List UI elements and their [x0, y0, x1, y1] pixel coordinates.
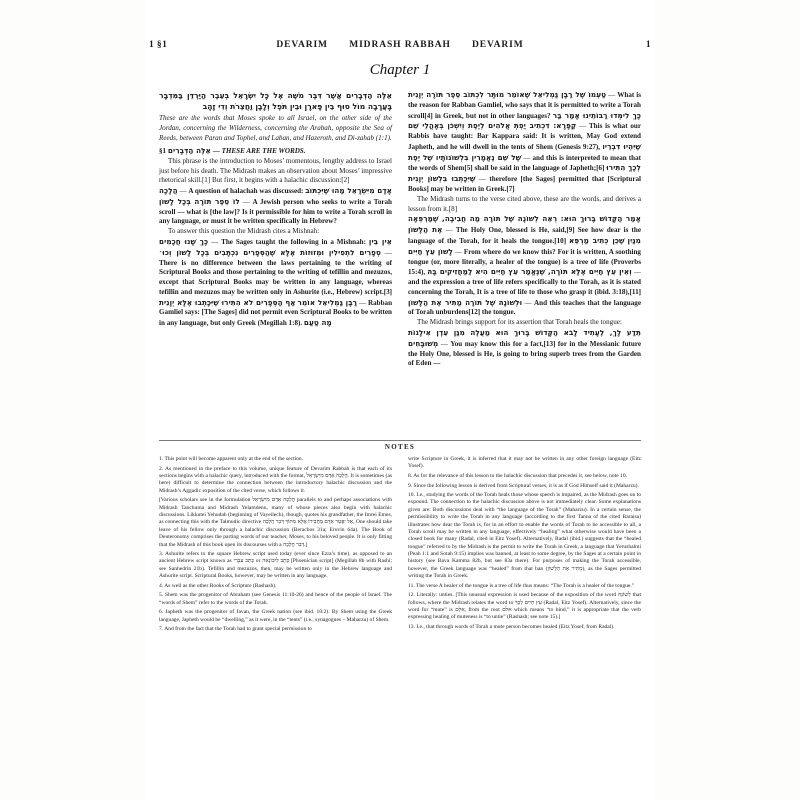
body-columns — [159, 90, 641, 435]
right-english-4: therefore [the Sages] permitted that [Scriptural Books] may be written in Greek.[7] — [408, 175, 642, 194]
mishnah-hebrew-1: כָּךְ שָׁנוּ חֲכָמִים — [159, 237, 209, 246]
right-hebrew-3: שֶׁיִּהְיוּ דִּבְרֵיו שֶׁל שֵׁם נֶאֱמָרִין בִּלְשׁוֹנוֹתָיו שֶׁל יֶפֶת — [408, 141, 641, 162]
body-right-column — [408, 90, 641, 435]
note-item: 3. Ashurite refers to the square Hebrew script used today (ever since Ezra’s time), as opposed to an ancient Hebrew script known as כְּתַב עִבְרִי or כְּתַב לִיבוֹנָאָה [Phoenician script] (Megillah 8b with Rashi; see Sanhedrin 21b). Tefillin and mezuzos, then, may be written only in the Hebrew language and Ashurite script. Scriptural Books, however, may be written in any language. — [159, 551, 392, 580]
lemma-english: THESE ARE THE WORDS. — [221, 146, 306, 155]
note-item: write Scripture in Greek, it is inferred that it may not be written in any other foreign language (Eitz Yosef). — [408, 456, 641, 470]
right-hebrew-6: אָמַר הַקָּדוֹשׁ בָּרוּךְ הוּא: רְאֵה לְשׁוֹנָהּ שֶׁל תּוֹרָה מַה חֲבִיבָה, שֶׁמַּרְפְּאָה אֶת הַלָּשׁוֹן — [408, 214, 641, 235]
running-head-word-1: DEVARIM — [276, 40, 328, 50]
note-item: 9. Since the following lesson is derived from Scriptural verses, it is as if God Himself said it (Maharzu). — [408, 482, 639, 489]
right-english-2: This is what our Rabbis have taught: Bar Kappara said: It is written, May God extend Japheth, and he will dwell in the tents of Shem (Genesis 9:27), — [408, 122, 642, 151]
right-english-6: The Holy One, blessed is He, said,[9] See how dear is the language of the Torah, for it heals the tongue.[10] — [408, 226, 641, 245]
gamliel-hebrew-2: אַף הַסְּפָרִים לֹא הִתִּירוּ שֶׁיִּכָּתְבוּ אֶלָּא יְוָנִית — [159, 297, 296, 307]
right-paragraph-11: תֵּדַע לָךְ, לֶעָתִיד לָבֹא הַקָּדוֹשׁ בָּרוּךְ הוּא מַעֲלֶה מִגַּן עֵדֶן אִילָנוֹת מְשׁוּבָּחִים — You may know this for a fact,[13] for in the Messianic future the Holy One, blessed is He, is going to bring superb trees from the Garden of Eden — — [408, 327, 641, 368]
verse-translation: These are the words that Moses spoke to all Israel, on the other side of the Jordan, concerning the Wilderness, concerning the Arabah, opposite the Sea of Reeds, between Paran and Tophel, and Laban, and Hazeroth, and Di-zahab (1:1). — [159, 113, 392, 142]
note-item: 12. Literally: unties. [This unusual expression is used because of the exposition of the word לְשׁוֹנָהּ that follows, where the Midrash relates the word to עֵץ חַיִּים לְכָךְ (Radal, Eitz Yosef). Alternatively, since the word for “mute” is אִלֵּם, from the root אלם which means “to bind,” it is appropriate that the verb expressing healing of muteness is “to untie” (Rashash; see note 15).] — [408, 592, 641, 621]
note-item: 8. As for the relevance of this lesson to the halachic discussion that precedes it, see below, note 10. — [408, 472, 627, 479]
right-hebrew-2: כָּךְ לִימְּדוּ רַבּוֹתֵינוּ אָמַר בַּר קַפָּרָא: דִּכְתִיב יַפְתְּ אֱלֹהִים לְיֶפֶת וְיִשְׁכֹּן בְּאָהֳלֵי שֵׁם — [408, 110, 642, 131]
page-sheet — [145, 0, 655, 800]
right-hebrew-8: וְאֵין עֵץ חַיִּים אֶלָּא תּוֹרָה, שֶׁנֶּאֱמַר עֵץ חַיִּים הִיא לַמַּחֲזִיקִים בָּהּ — [427, 267, 632, 277]
note-item: 4. As well as the other Books of Scripture (Rashash). — [159, 582, 277, 589]
body-left-column — [159, 90, 392, 435]
right-paragraph-1: טַעְמוֹ שֶׁל רַבָּן גַּמְלִיאֵל שֶׁאוֹמֵר מוּתָּר לִכְתּוֹב סֵפֶר תּוֹרָה יְוָנִית — What is the reason for Rabban Gamliel, who says that it is permitted to write a Torah scroll[4] in Greek, but not in other languages? כָּךְ לִימְּדוּ רַבּוֹתֵינוּ אָמַר בַּר קַפָּרָא: דִּכְתִיב יַפְתְּ אֱלֹהִים לְיֶפֶת וְיִשְׁכֹּן בְּאָהֳלֵי שֵׁם — This is what our Rabbis have taught: Bar Kappara said: It is written, May God extend Japheth, and he will dwell in the tents of Shem (Genesis 9:27), שֶׁיִּהְיוּ דִּבְרֵיו שֶׁל שֵׁם נֶאֱמָרִין בִּלְשׁוֹנוֹתָיו שֶׁל יֶפֶת — and this is interpreted to mean that the words of Shem[5] shall be said in the language of Japheth;[6] לְכָךְ הִתִּירוּ שֶׁיִּכָּתְבוּ בִּלְשׁוֹן יְוָנִית — therefore [the Sages] permitted that [Scriptural Books] may be written in Greek.[7] — [408, 90, 642, 194]
halachah-question: הֲלָכָה — A question of halachah was discussed: אָדָם מִיִּשְׂרָאֵל מַהוּ שֶׁיִּכְתּוֹב לוֹ סֵפֶר תּוֹרָה בְּכָל לָשׁוֹן — A Jewish person who seeks to write a Torah scroll — what is [the law]? Is it permissible for him to write a Torah scroll in any language, or must it be written specifically in Hebrew? — [159, 186, 393, 226]
note-item: 10. I.e., studying the words of the Torah heals those whose speech is impaired, as the Midrash goes on to expound. The connection to the halachic discussion above is not immediately clear. Some explanations given are: Both discussions deal with “the language of the Torah” (Maharzu). In a certain sense, the permissibility to write the Torah in any language (according to the first Tanna of the cited Baraisa) illustrates how dear the Torah is, for in an effort to enable the words of Torah to be accessible to all, a Torah scroll may be written in any language, effectively “healing” what otherwise would have been a closed book for many (Radal, cited in Eitz Yosef). Alternatively, Radal (ibid.) suggests that the “healed tongue” referred to by the Midrash is the permit to write the Torah in Greek, a language that Yerushalmi (Peah 1:1 and Sotah 9:15) implies was banned, at least to some degree, by the Sages at a certain point in history (see Bava Kamma 82b, but see 83a there). For purposes of making the Torah accessible, however, the Greek language was “healed” from that ban (מַתִּיר אֶת הַלָּשׁוֹן), as the Sages permitted writing the Torah in Greek. — [408, 492, 641, 580]
halachah-english-2: A Jewish person who seeks to write a Torah scroll — what is [the law]? Is it permissible for him to write a Torah scroll in any language, or must it be written specifically in Hebrew? — [159, 197, 393, 226]
right-english-8: and the expression a tree of life refers specifically to the Torah, as it is stated concerning the Torah, It is a tree of life to those who grasp it (ibid. 3:18),[11] — [408, 278, 641, 296]
gamliel-hebrew-1: רַבָּן גַּמְלִיאֵל אוֹמֵר — [297, 297, 358, 307]
right-english-7: From where do we know this? For it is written, A soothing tongue (or, more literally, a healer of the tongue) is a tree of life (Proverbs 15:4), — [408, 247, 641, 277]
right-english-11: You may know this for a fact,[13] for in the Messianic future the Holy One, blessed is He, is going to bring superb trees from the Garden of Eden — — [408, 339, 641, 368]
notes-heading: NOTES — [384, 443, 416, 451]
right-hebrew-7b: שֶׁכֵּן כְּתִיב מַרְפֵּא לָשׁוֹן עֵץ חַיִּים — [408, 235, 625, 256]
right-english-9: And this teaches that the language of Torah unburdens[12] the tongue. — [408, 298, 641, 317]
chapter-title: Chapter 1 — [369, 62, 431, 78]
body-paragraph-1: This phrase is the introduction to Moses’ momentous, lengthy address to Israel just before his death. The Midrash makes an observation about Moses’ impressive rhetorical skill.[1] But first, it begins with a halachic discussion:[2] — [159, 156, 392, 185]
mishnah-english-1: The Sages taught the following in a Mishnah: — [221, 238, 366, 246]
right-hebrew-1: טַעְמוֹ שֶׁל רַבָּן גַּמְלִיאֵל שֶׁאוֹמֵר מוּתָּר לִכְתּוֹב סֵפֶר תּוֹרָה יְוָנִית — [408, 90, 607, 99]
note-item: [Various scholars see in the formulation הֲלָכָה אָדָם מִיִּשְׂרָאֵל parallels to and perhaps associations with Midrash Tanchuma and Midrash Yelamdenu, many of whose pieces also begin with halachic discussions. Likkutei Yehudah (beginning of Vayeilech), though, quotes his grandfather, the Imrei Emes, as connecting this with the Talmudic directive אַל יִפָּטֵר אָדָם מֵחֲבֵירוֹ אֶלָּא מִתּוֹךְ דְּבַר הֲלָכָה, One should take leave of his fellow only through a halachic discussion (Berachos 31a; Eruvin 64a). The Book of Deuteronomy comprises the parting words of our teacher, Moses, to his beloved people. It is only fitting that the Midrash of this book open its discourses with a דְּבַר הֲלָכָה.] — [159, 497, 392, 548]
note-item: 2. As mentioned in the preface to this volume, unique feature of Devarim Rabbah is that each of its sections begins with a halachic query, introduced with the format, הֲלָכָה אָדָם מִיִּשְׂרָאֵל. It is sometimes (as here) difficult to determine the connection between the introductory halachic discussion and the Midrash’s Aggadic exposition of the cited verse, which follows it. — [159, 465, 392, 494]
right-paragraph-5: The Midrash turns to the verse cited above, these are the words, and derives a lesson from it.[8] — [408, 194, 641, 213]
notes-right-column — [408, 456, 641, 786]
note-item: 11. The verse A healer of the tongue is a tree of life thus means: “The Torah is a healer of the tongue.” — [408, 582, 635, 589]
right-hebrew-7: מִנַּיִן — [627, 235, 641, 245]
note-item: 13. I.e., that through words of Torah a mute person becomes healed (Eitz Yosef, from Radal). — [408, 624, 615, 630]
right-hebrew-4: לְכָךְ הִתִּירוּ שֶׁיִּכָּתְבוּ בִּלְשׁוֹן יְוָנִית — [408, 163, 641, 184]
running-head-word-2: MIDRASH RABBAH — [349, 40, 451, 50]
lemma-hebrew: אֵלֶּה הַדְּבָרִים — [167, 145, 211, 155]
mishnah-english-2: There is no difference between the laws pertaining to the writing of Scriptural Books and those pertaining to the writing of tefillin and mezuzos, except that Scriptural Books may be written in any language, whereas tefillin and mezuzos may be written only in Ashurite (i.e., Hebrew) script.[3] — [159, 258, 392, 296]
running-head-word-3: DEVARIM — [472, 40, 524, 50]
mishnah-intro: To answer this question the Midrash cites a Mishnah: — [168, 227, 320, 236]
notes-left-column — [159, 456, 392, 786]
running-head-page-number: 1 — [645, 40, 651, 50]
halachah-english-1: A question of halachah was discussed: — [188, 187, 304, 196]
trailing-hebrew: מָה טַעַם — [303, 318, 332, 328]
note-item: 6. Japheth was the progenitor of Javan, the Greek nation (see ibid. 10:2). By Shem using the Greek language, Japheth would be “dwelling,” as it were, in the “tents” (i.e., synagogues – Maharzu) of Shem. — [159, 609, 392, 623]
running-head-left: 1 §1 — [149, 40, 168, 50]
right-paragraph-10: The Midrash brings support for its assertion that Torah heals the tongue: — [417, 318, 622, 327]
section-lemma-line: §1 אֵלֶּה הַדְּבָרִים — THESE ARE THE WORDS. — [159, 145, 306, 155]
note-item: 7. And from the fact that the Torah had to grant special permission to — [159, 626, 312, 633]
notes-columns — [159, 456, 641, 786]
mishnah-citation: כָּךְ שָׁנוּ חֲכָמִים — The Sages taught the following in a Mishnah: אֵין בֵּין סְפָרִים לִתְפִילִין וּמְזוּזוֹת אֶלָּא שֶׁהַסְּפָרִים נִכְתָּבִים בְּכָל לָשׁוֹן וְכוּ׳ — There is no difference between the laws pertaining to the writing of Scriptural Books and those pertaining to the writing of tefillin and mezuzos, except that Scriptural Books may be written in any language, whereas tefillin and mezuzos may be written only in Ashurite (i.e., Hebrew) script.[3] רַבָּן גַּמְלִיאֵל אוֹמֵר אַף הַסְּפָרִים לֹא הִתִּירוּ שֶׁיִּכָּתְבוּ אֶלָּא יְוָנִית — Rabban Gamliel says: [The Sages] did not permit even Scriptural Books to be written in any language, but only Greek (Megillah 1:8). מָה טַעַם — [159, 237, 393, 328]
gamliel-english: Rabban Gamliel says: [The Sages] did not permit even Scriptural Books to be written in any language, but only Greek (Megillah 1:8). — [159, 298, 393, 328]
note-item: 5. Shem was the progenitor of Abraham (see Genesis 11:10-26) and hence of the people of Israel. The “words of Shem” refer to the words of the Torah. — [159, 592, 392, 606]
halachah-hebrew-1: הֲלָכָה — [159, 186, 178, 196]
running-head-center — [145, 40, 655, 50]
right-english-1: What is the reason for Rabban Gamliel, who says that it is permitted to write a Torah scroll[4] in Greek, but not in other languages? — [408, 91, 642, 120]
right-hebrew-9: וּלְשׁוֹנָהּ שֶׁל תּוֹרָה מַתִּיר אֶת הַלָּשׁוֹן — [408, 297, 523, 307]
halachah-hebrew-2: אָדָם מִיִּשְׂרָאֵל מַהוּ שֶׁיִּכְתּוֹב לוֹ סֵפֶר תּוֹרָה בְּכָל לָשׁוֹן — [159, 186, 393, 206]
note-item: 1. This point will become apparent only at the end of the section. — [159, 456, 304, 462]
right-hebrew-11: תֵּדַע לָךְ, לֶעָתִיד לָבֹא הַקָּדוֹשׁ בָּרוּךְ הוּא מַעֲלֶה מִגַּן עֵדֶן אִילָנוֹת מְשׁוּבָּחִים — [408, 327, 641, 348]
section-mark: §1 — [159, 146, 167, 155]
verse-hebrew: אֵלֶּה הַדְּבָרִים אֲשֶׁר דִּבֶּר מֹשֶׁה אֶל כָּל יִשְׂרָאֵל בְּעֵבֶר הַיַּרְדֵּן בַּמִּדְבָּר בָּעֲרָבָה מוֹל סוּף בֵּין פָּארָן וּבֵין תֹּפֶל וְלָבָן וַחֲצֵרֹת וְדִי זָהָב — [159, 91, 392, 112]
right-paragraph-6: אָמַר הַקָּדוֹשׁ בָּרוּךְ הוּא: רְאֵה לְשׁוֹנָהּ שֶׁל תּוֹרָה מַה חֲבִיבָה, שֶׁמַּרְפְּאָה אֶת הַלָּשׁוֹן — The Holy One, blessed is He, said,[9] See how dear is the language of the Torah, for it heals the tongue.[10] מִנַּיִן שֶׁכֵּן כְּתִיב מַרְפֵּא לָשׁוֹן עֵץ חַיִּים — From where do we know this? For it is written, A soothing tongue (or, more literally, a healer of the tongue) is a tree of life (Proverbs 15:4), וְאֵין עֵץ חַיִּים אֶלָּא תּוֹרָה, שֶׁנֶּאֱמַר עֵץ חַיִּים הִיא לַמַּחֲזִיקִים בָּהּ — and the expression a tree of life refers specifically to the Torah, as it is stated concerning the Torah, It is a tree of life to those who grasp it (ibid. 3:18),[11] וּלְשׁוֹנָהּ שֶׁל תּוֹרָה מַתִּיר אֶת הַלָּשׁוֹן — And this teaches that the language of Torah unburdens[12] the tongue. — [408, 214, 641, 317]
notes-divider — [159, 440, 641, 441]
mishnah-hebrew-2: אֵין בֵּין סְפָרִים לִתְפִילִין וּמְזוּזוֹת אֶלָּא שֶׁהַסְּפָרִים נִכְתָּבִים בְּכָל לָשׁוֹן וְכוּ׳ — [159, 237, 392, 257]
running-head — [145, 40, 655, 56]
right-english-3: and this is interpreted to mean that the words of Shem[5] shall be said in the language of Japheth;[6] — [408, 153, 642, 173]
